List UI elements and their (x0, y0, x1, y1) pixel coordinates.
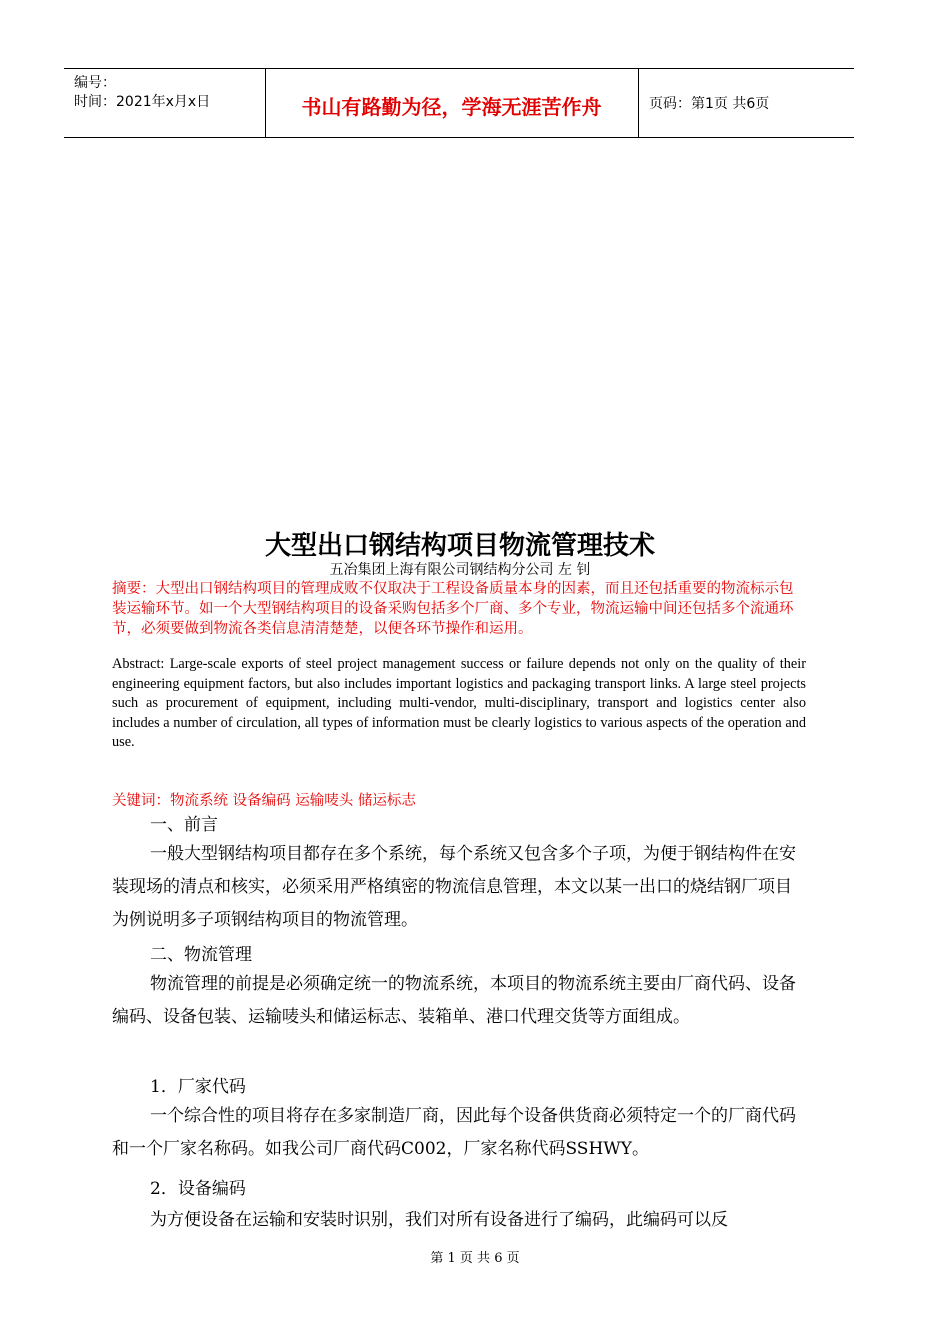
section-heading-equipment-code: 2．设备编码 (150, 1179, 246, 1199)
paragraph-text: 物流管理的前提是必须确定统一的物流系统，本项目的物流系统主要由厂商代码、设备编码、设备包装、运输唛头和储运标志、装箱单、港口代理交货等方面组成。 (112, 974, 796, 1027)
paragraph-equipment-code (112, 1204, 806, 1237)
paragraph-text: 为方便设备在运输和安装时识别，我们对所有设备进行了编码，此编码可以反 (150, 1210, 728, 1230)
time-label: 时间：2021年x月x日 (74, 94, 211, 110)
header-motto-cell (265, 69, 639, 137)
header-meta-cell (64, 69, 266, 137)
header-page-cell (639, 69, 854, 137)
section-heading-logistics: 二、物流管理 (150, 945, 252, 965)
paragraph-preface (112, 838, 806, 937)
section-heading-preface: 一、前言 (150, 815, 218, 835)
page-number-label: 页码：第1页 共6页 (649, 96, 770, 112)
motto: 书山有路勤为径，学海无涯苦作舟 (301, 95, 602, 119)
page-footer: 第 1 页 共 6 页 (430, 1251, 520, 1266)
paragraph-text: 一个综合性的项目将存在多家制造厂商，因此每个设备供货商必须特定一个的厂商代码和一个厂家名称码。如我公司厂商代码C002，厂家名称代码SSHWY。 (112, 1106, 796, 1159)
abstract-english: Abstract: Large-scale exports of steel project management success or failure depends not only on the quality of their engineering equipment factors, but also includes important logistics and packaging transport links. A large steel projects such as procurement of equipment, including multi-vendor, multi-disciplinary, transport and logistics center also includes a number of circulation, all types of information must be clearly logistics to various aspects of the operation and use. (112, 656, 806, 750)
abstract-chinese: 摘要：大型出口钢结构项目的管理成败不仅取决于工程设备质量本身的因素，而且还包括重要的物流标示包装运输环节。如一个大型钢结构项目的设备采购包括多个厂商、多个专业，物流运输中间还包括多个流通环节，必须要做到物流各类信息清清楚楚，以便各环节操作和运用。 (112, 581, 794, 637)
author-line: 五冶集团上海有限公司钢结构分公司 左 钊 (329, 562, 591, 578)
section-heading-vendor-code: 1．厂家代码 (150, 1077, 246, 1097)
keywords: 关键词：物流系统 设备编码 运输唛头 储运标志 (112, 793, 416, 809)
header-table (64, 68, 854, 138)
paragraph-logistics (112, 968, 806, 1034)
number-label: 编号： (74, 75, 116, 91)
paragraph-vendor-code (112, 1100, 806, 1166)
paragraph-text: 一般大型钢结构项目都存在多个系统，每个系统又包含多个子项，为便于钢结构件在安装现场的清点和核实，必须采用严格缜密的物流信息管理，本文以某一出口的烧结钢厂项目为例说明多子项钢结构项目的物流管理。 (112, 844, 796, 930)
document-title: 大型出口钢结构项目物流管理技术 (264, 531, 655, 561)
